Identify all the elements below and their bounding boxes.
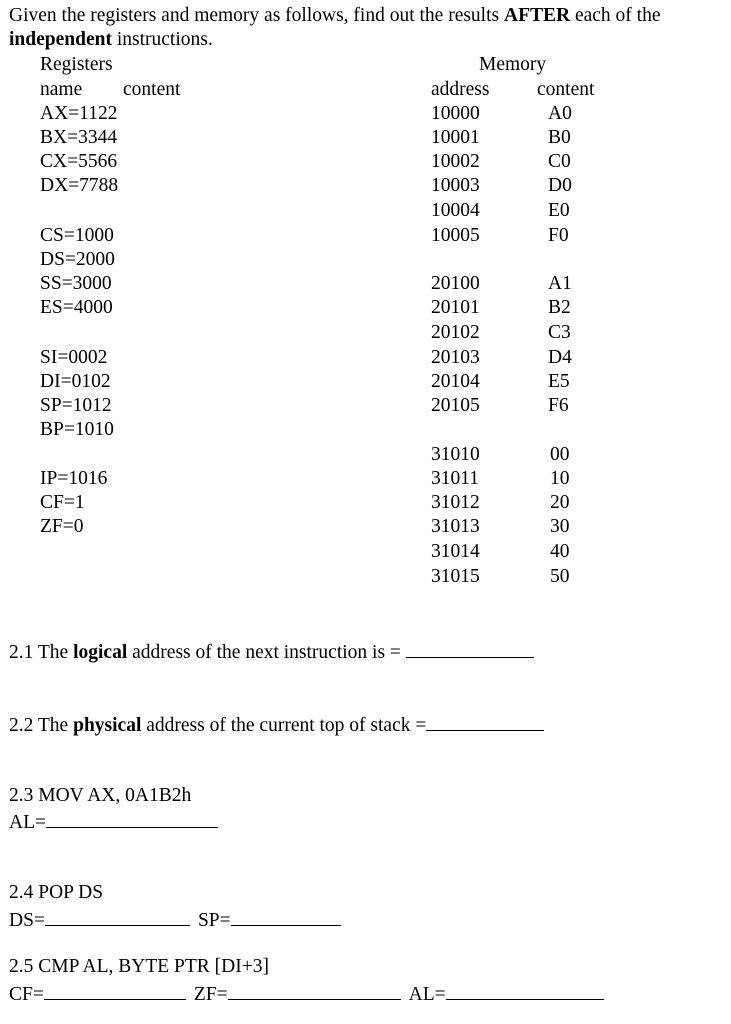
memory-title: Memory (479, 54, 547, 75)
question-2-3-al (9, 810, 218, 833)
register-cs: CS=1000 (40, 225, 114, 246)
question-2-5-answers (9, 982, 604, 1005)
memory-content: C3 (548, 322, 571, 343)
memory-address: 10003 (431, 175, 480, 196)
memory-address: 20105 (431, 395, 480, 416)
register-sp: SP=1012 (40, 395, 112, 416)
memory-content: 10 (550, 468, 570, 489)
intro-after-bold: AFTER (503, 5, 571, 26)
register-cf: CF=1 (40, 492, 85, 513)
memory-content: 40 (550, 541, 570, 562)
intro-line-1 (9, 6, 661, 26)
answer-blank[interactable] (44, 982, 186, 1000)
memory-address: 10000 (431, 103, 480, 124)
register-dx: DX=7788 (40, 175, 119, 196)
memory-address: 31011 (431, 468, 480, 489)
memory-address: 20102 (431, 322, 480, 343)
question-2-4-title: 2.4 POP DS (9, 882, 104, 903)
memory-content: C0 (548, 151, 571, 172)
memory-header-content: content (537, 79, 595, 100)
question-2-4-answers (9, 908, 341, 931)
q4-sp-label: SP= (197, 910, 231, 931)
question-2-5-title: 2.5 CMP AL, BYTE PTR [DI+3] (9, 956, 269, 977)
intro-line-2 (9, 30, 213, 50)
memory-content: D0 (548, 175, 572, 196)
q5-zf-label: ZF= (193, 984, 228, 1005)
q5-al-label: AL= (408, 984, 446, 1005)
registers-header-content: content (123, 79, 181, 100)
memory-address: 20103 (431, 347, 480, 368)
answer-blank[interactable] (46, 810, 218, 828)
intro-independent-bold: independent (9, 29, 112, 50)
memory-content: B0 (548, 127, 571, 148)
memory-content: 20 (550, 492, 570, 513)
register-cx: CX=5566 (40, 151, 118, 172)
register-di: DI=0102 (40, 371, 111, 392)
memory-content: 00 (550, 444, 570, 465)
memory-address: 31015 (431, 566, 480, 587)
answer-blank[interactable] (45, 908, 190, 926)
memory-address: 10004 (431, 200, 480, 221)
q3-al-label: AL= (9, 812, 46, 833)
q1-bold: logical (73, 642, 128, 663)
intro-text-end: each of the (570, 5, 661, 26)
register-si: SI=0002 (40, 347, 108, 368)
memory-address: 10002 (431, 151, 480, 172)
answer-blank[interactable] (228, 982, 401, 1000)
answer-blank[interactable] (406, 640, 534, 658)
intro-text-2: instructions. (111, 29, 213, 50)
memory-address: 20100 (431, 273, 480, 294)
memory-address: 31014 (431, 541, 480, 562)
answer-blank[interactable] (231, 908, 341, 926)
q5-cf-label: CF= (9, 984, 44, 1005)
register-es: ES=4000 (40, 297, 113, 318)
answer-blank[interactable] (446, 982, 604, 1000)
memory-header-address: address (431, 79, 490, 100)
memory-address: 10005 (431, 225, 480, 246)
memory-address: 20101 (431, 297, 480, 318)
memory-content: F0 (548, 225, 569, 246)
question-2-2 (9, 713, 544, 736)
q4-ds-label: DS= (9, 910, 45, 931)
q2-text-end: address of the current top of stack = (141, 715, 427, 736)
memory-content: F6 (548, 395, 569, 416)
register-zf: ZF=0 (40, 516, 84, 537)
q1-text: 2.1 The (9, 642, 74, 663)
register-ss: SS=3000 (40, 273, 112, 294)
memory-address: 10001 (431, 127, 480, 148)
memory-content: A1 (548, 273, 572, 294)
memory-address: 31013 (431, 516, 480, 537)
answer-blank[interactable] (426, 713, 544, 731)
memory-address: 20104 (431, 371, 480, 392)
register-bx: BX=3344 (40, 127, 118, 148)
memory-content: A0 (548, 103, 572, 124)
register-ax: AX=1122 (40, 103, 118, 124)
q2-text: 2.2 The (9, 715, 74, 736)
question-2-1 (9, 640, 534, 663)
memory-content: D4 (548, 347, 572, 368)
memory-content: 30 (550, 516, 570, 537)
memory-address: 31012 (431, 492, 480, 513)
intro-text: Given the registers and memory as follows, find out the results (9, 5, 504, 26)
register-bp: BP=1010 (40, 419, 114, 440)
registers-header-name: name (40, 79, 83, 100)
memory-content: E5 (548, 371, 570, 392)
question-2-3-title: 2.3 MOV AX, 0A1B2h (9, 785, 192, 806)
register-ip: IP=1016 (40, 468, 108, 489)
memory-content: E0 (548, 200, 570, 221)
q2-bold: physical (73, 715, 142, 736)
memory-content: B2 (548, 297, 571, 318)
memory-content: 50 (550, 566, 570, 587)
registers-title: Registers (40, 54, 113, 75)
q1-text-end: address of the next instruction is = (127, 642, 406, 663)
register-ds: DS=2000 (40, 249, 115, 270)
memory-address: 31010 (431, 444, 480, 465)
